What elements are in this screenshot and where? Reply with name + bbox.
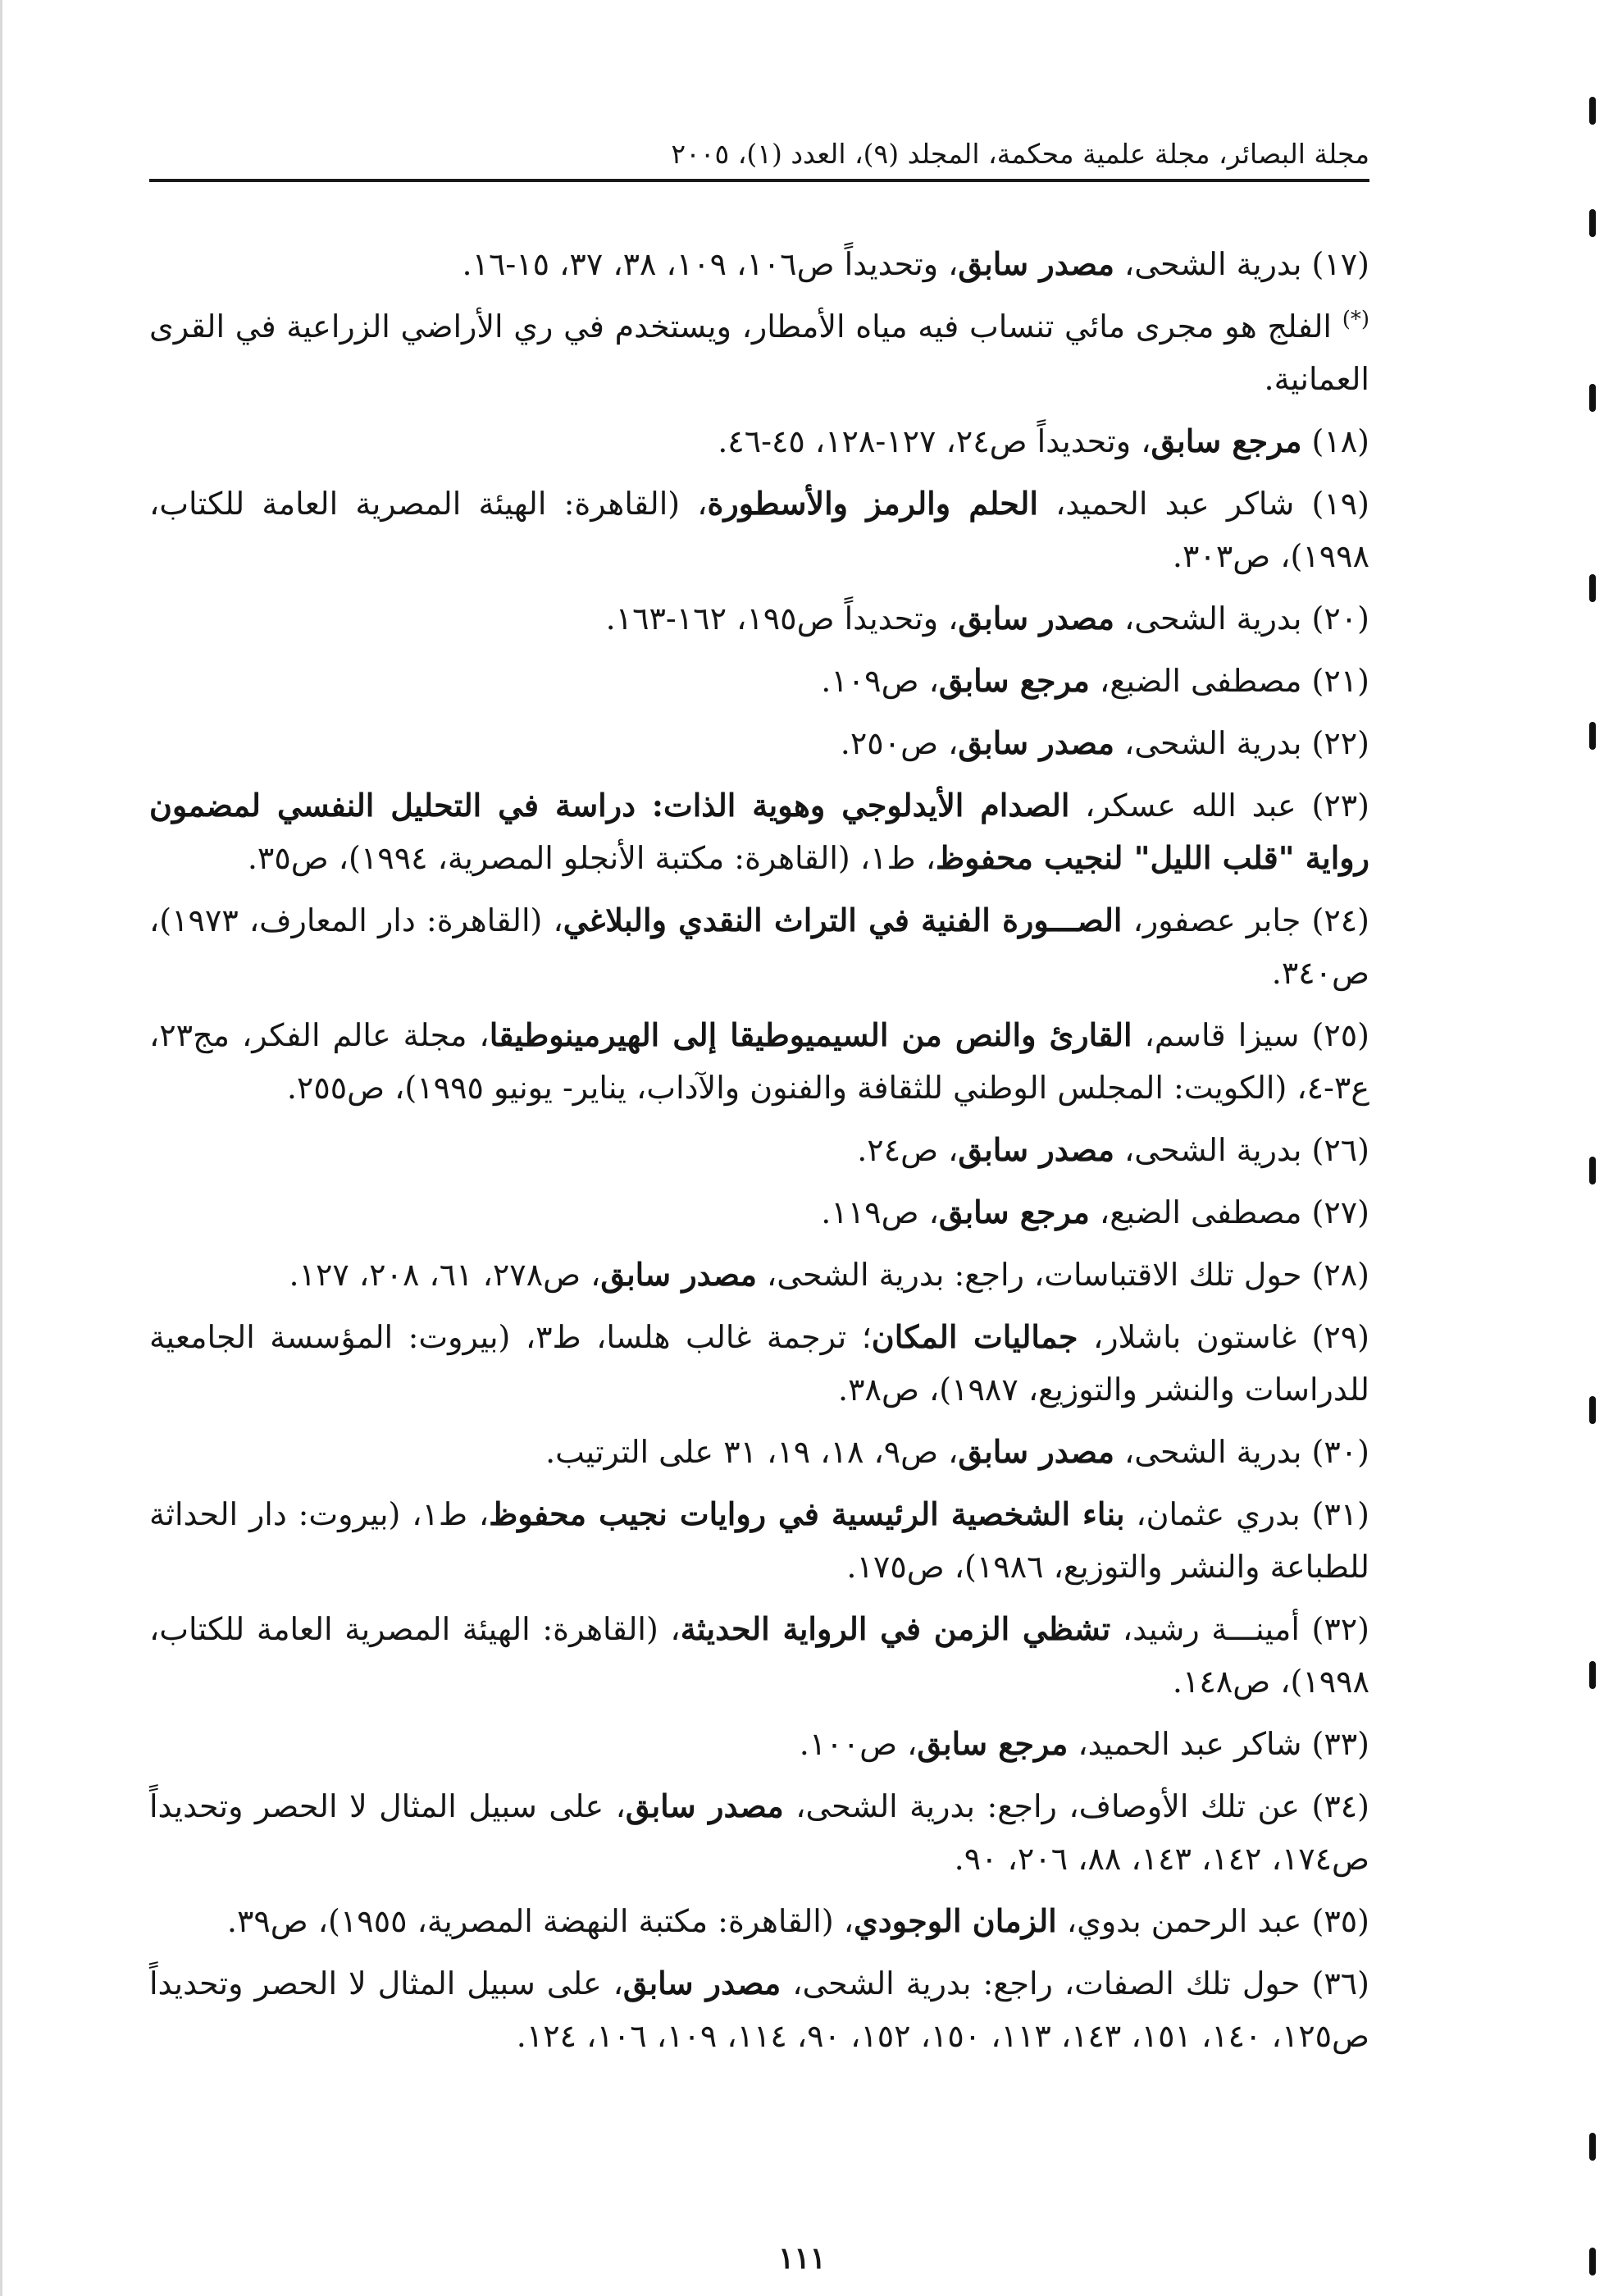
endnote xyxy=(149,1426,1369,1478)
endnote-title: مرجع سابق xyxy=(917,1725,1069,1762)
endnote-text: غاستون باشلار، xyxy=(1078,1319,1312,1355)
endnote-text: بدرية الشحى، xyxy=(1114,600,1312,637)
endnote-title: الصـــورة الفنية في التراث النقدي والبلاغي xyxy=(563,902,1123,938)
endnote xyxy=(149,779,1369,884)
endnote xyxy=(149,1311,1369,1416)
endnote xyxy=(149,894,1369,999)
endnote-text: ، وتحديداً ص١٠٦، ١٠٩، ٣٨، ٣٧، ١٥-١٦. xyxy=(462,246,959,282)
endnote xyxy=(149,1009,1369,1114)
endnote xyxy=(149,1186,1369,1239)
endnote-text: عبد الله عسكر، xyxy=(1069,787,1312,824)
endnote-number: (٢٨) xyxy=(1311,1257,1369,1293)
endnote-text: ، ط١، (القاهرة: مكتبة الأنجلو المصرية، ١٩٩٤)، ص٣٥. xyxy=(247,840,936,876)
endnote-number: (٣٤) xyxy=(1311,1788,1369,1824)
endnote-number: (*) xyxy=(1342,307,1369,332)
endnote-title: مصدر سابق xyxy=(958,245,1114,282)
endnote xyxy=(149,1718,1369,1770)
endnote-title: مصدر سابق xyxy=(958,1433,1114,1470)
endnote-number: (٢١) xyxy=(1311,663,1369,699)
endnote-text: جابر عصفور، xyxy=(1122,902,1312,938)
endnote-text: شاكر عبد الحميد، xyxy=(1068,1726,1312,1762)
endnote-title: القارئ والنص من السيميوطيقا إلى الهيرمينوطيقا xyxy=(489,1016,1132,1053)
endnote xyxy=(149,1603,1369,1708)
endnote-number: (١٧) xyxy=(1311,246,1369,282)
endnote-title: مصدر سابق xyxy=(625,1787,784,1824)
endnote-text: شاكر عبد الحميد، xyxy=(1037,486,1312,522)
endnote-text: ، ص١٠٠. xyxy=(799,1726,918,1762)
endnote-text: بدري عثمان، xyxy=(1124,1496,1312,1532)
endnote-number: (٢٧) xyxy=(1311,1194,1369,1230)
endnote-title: جماليات المكان xyxy=(871,1318,1078,1355)
endnote-title: مصدر سابق xyxy=(622,1965,781,2002)
endnote-title: مرجع سابق xyxy=(1151,422,1302,459)
endnote-text: ، ط١، (بيروت: دار الحداثة للطباعة والنشر والتوزيع، ١٩٨٦)، ص١٧٥. xyxy=(149,1496,1369,1585)
margin-mark xyxy=(1589,1661,1596,1689)
endnote xyxy=(149,1780,1369,1885)
endnote-text: عبد الرحمن بدوي، xyxy=(1056,1903,1312,1939)
margin-mark xyxy=(1589,574,1596,602)
endnote xyxy=(149,1248,1369,1301)
endnote-title: الحلم والرمز والأسطورة xyxy=(707,485,1038,522)
endnote-text: ، ص٢٤. xyxy=(857,1132,959,1168)
endnote-number: (٢٥) xyxy=(1311,1017,1369,1053)
margin-mark xyxy=(1589,2248,1596,2275)
endnote xyxy=(149,477,1369,582)
endnote-title: مصدر سابق xyxy=(958,600,1114,637)
endnote-text: ، مجلة عالم الفكر، مج٢٣، ع٣-٤، (الكويت: المجلس الوطني للثقافة والفنون والآداب، يناير- يونيو ١٩٩٥)، ص٢٥٥. xyxy=(149,1017,1369,1106)
margin-marks xyxy=(1571,0,1604,2296)
endnote-text: ، ص٢٧٨، ٦١، ٢٠٨، ١٢٧. xyxy=(289,1257,601,1293)
endnote-text: سيزا قاسم، xyxy=(1132,1017,1312,1053)
endnote-text: بدرية الشحى، xyxy=(1114,725,1312,761)
margin-mark xyxy=(1589,97,1596,125)
endnote-text: ، ص١١٩. xyxy=(821,1194,939,1230)
header-rule xyxy=(149,179,1369,182)
endnote-text: مصطفى الضبع، xyxy=(1089,1194,1312,1230)
endnote-text: ، ص٢٥٠. xyxy=(840,725,959,761)
margin-mark xyxy=(1589,722,1596,750)
endnote xyxy=(149,415,1369,468)
endnote-number: (٣٠) xyxy=(1311,1434,1369,1470)
running-header: مجلة البصائر، مجلة علمية محكمة، المجلد (٩)، العدد (١)، ٢٠٠٥ xyxy=(671,138,1369,170)
endnote-title: مرجع سابق xyxy=(938,662,1090,699)
endnote-number: (٢٠) xyxy=(1311,600,1369,637)
endnote xyxy=(149,1124,1369,1176)
endnote-title: مصدر سابق xyxy=(600,1256,757,1293)
endnote xyxy=(149,717,1369,769)
endnote-text: بدرية الشحى، xyxy=(1114,1132,1312,1168)
margin-mark xyxy=(1589,1157,1596,1185)
endnote xyxy=(149,1957,1369,2062)
endnote-text: بدرية الشحى، xyxy=(1114,1434,1312,1470)
endnote-text: ، وتحديداً ص٢٤، ١٢٧-١٢٨، ٤٥-٤٦. xyxy=(718,423,1151,459)
endnote xyxy=(149,238,1369,290)
endnote-text: عن تلك الأوصاف، راجع: بدرية الشحى، xyxy=(783,1788,1312,1824)
endnote-text: ، (القاهرة: الهيئة المصرية العامة للكتاب، ١٩٩٨)، ص١٤٨. xyxy=(149,1611,1369,1700)
endnote-number: (٢٣) xyxy=(1311,787,1369,824)
endnote-text: مصطفى الضبع، xyxy=(1089,663,1312,699)
endnote-text: بدرية الشحى، xyxy=(1114,246,1312,282)
endnote-text: ، (القاهرة: الهيئة المصرية العامة للكتاب، ١٩٩٨)، ص٣٠٣. xyxy=(149,486,1369,574)
endnote-number: (٢٤) xyxy=(1311,902,1369,938)
endnote-text: ؛ ترجمة غالب هلسا، ط٣، (بيروت: المؤسسة الجامعية للدراسات والنشر والتوزيع، ١٩٨٧)، ص٣٨. xyxy=(149,1319,1369,1408)
endnote-text: ، على سبيل المثال لا الحصر وتحديداً ص١٧٤، ١٤٢، ١٤٣، ٨٨، ٢٠٦، ٩٠. xyxy=(149,1788,1369,1877)
endnote-text: حول تلك الصفات، راجع: بدرية الشحى، xyxy=(781,1965,1312,2002)
endnote-number: (١٩) xyxy=(1311,486,1369,522)
endnote xyxy=(149,300,1369,405)
endnote-text xyxy=(1301,423,1311,459)
endnote-text: ، ص٩، ١٨، ١٩، ٣١ على الترتيب. xyxy=(545,1434,959,1470)
endnote-title: تشظي الزمن في الرواية الحديثة xyxy=(680,1610,1111,1647)
endnote xyxy=(149,592,1369,645)
endnote-number: (٢٩) xyxy=(1311,1319,1369,1355)
endnote-text: أمينـــة رشيد، xyxy=(1110,1611,1312,1647)
endnote-number: (٣٢) xyxy=(1311,1611,1369,1647)
endnote xyxy=(149,1488,1369,1593)
endnote xyxy=(149,655,1369,707)
endnote-title: الزمان الوجودي xyxy=(854,1902,1057,1939)
endnote-title: الصدام الأيدلوجي وهوية الذات: دراسة في التحليل النفسي لمضمون رواية "قلب الليل" لنجيب محفوظ xyxy=(149,787,1369,876)
scan-edge xyxy=(0,0,2,2296)
margin-mark xyxy=(1589,1396,1596,1424)
endnote-number: (٣٣) xyxy=(1311,1726,1369,1762)
endnote-title: مرجع سابق xyxy=(938,1194,1090,1230)
endnote-title: مصدر سابق xyxy=(958,724,1114,761)
margin-mark xyxy=(1589,384,1596,412)
endnote-text: حول تلك الاقتباسات، راجع: بدرية الشحى، xyxy=(756,1257,1312,1293)
endnote-title: مصدر سابق xyxy=(958,1131,1114,1168)
endnote-number: (٢٦) xyxy=(1311,1132,1369,1168)
margin-mark xyxy=(1589,209,1596,237)
endnote-number: (١٨) xyxy=(1311,423,1369,459)
endnote-text: ، على سبيل المثال لا الحصر وتحديداً ص١٢٥، ١٤٠، ١٥١، ١٤٣، ١١٣، ١٥٠، ١٥٢، ٩٠، ١١٤، ١٠٩، ١٠٦، ١٢٤. xyxy=(149,1965,1369,2054)
endnote-number: (٣١) xyxy=(1311,1496,1369,1532)
endnote-text: ، (القاهرة: دار المعارف، ١٩٧٣)، ص٣٤٠. xyxy=(149,902,1369,991)
endnote-number: (٢٢) xyxy=(1311,725,1369,761)
endnote-text: ، (القاهرة: مكتبة النهضة المصرية، ١٩٥٥)، ص٣٩. xyxy=(226,1903,854,1939)
endnotes-list xyxy=(149,238,1369,2072)
page-number: ١١١ xyxy=(777,2241,826,2275)
endnote-text: الفلج هو مجرى مائي تنساب فيه مياه الأمطار، ويستخدم في ري الأراضي الزراعية في القرى العمانية. xyxy=(149,308,1369,397)
endnote xyxy=(149,1895,1369,1947)
endnote-text: ، وتحديداً ص١٩٥، ١٦٢-١٦٣. xyxy=(605,600,959,637)
endnote-title: بناء الشخصية الرئيسية في روايات نجيب محفوظ xyxy=(489,1495,1125,1532)
margin-mark xyxy=(1589,2133,1596,2161)
endnote-number: (٣٦) xyxy=(1311,1965,1369,2002)
endnote-text: ، ص١٠٩. xyxy=(821,663,939,699)
endnote-number: (٣٥) xyxy=(1311,1903,1369,1939)
